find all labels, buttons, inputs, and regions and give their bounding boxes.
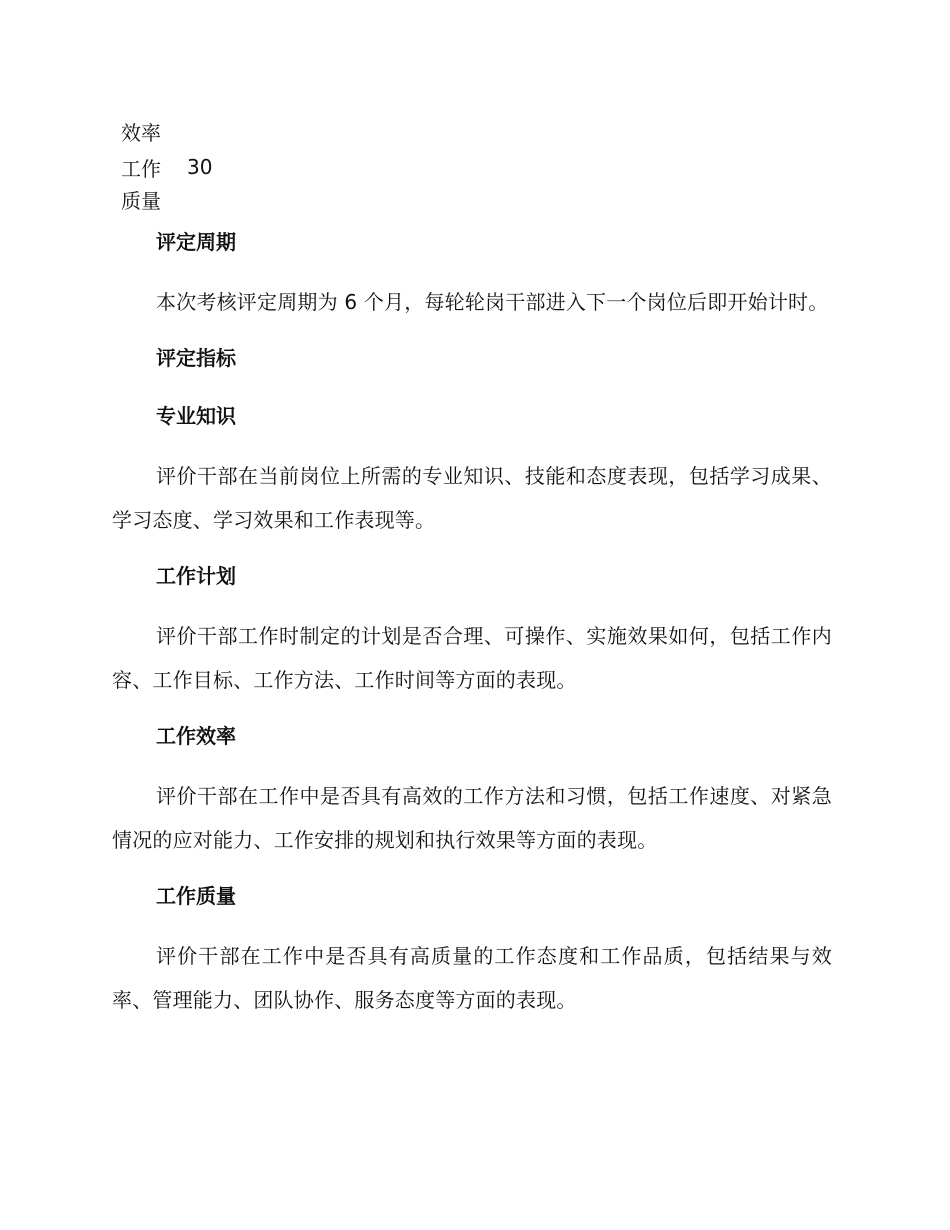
- heading-professional-knowledge: 专业知识: [156, 404, 236, 428]
- table-cell-quality-label-line1: 工作: [121, 157, 161, 181]
- table-cell-quality-label: [121, 153, 171, 217]
- heading-work-quality: 工作质量: [156, 884, 236, 908]
- paragraph-evaluation-period: 本次考核评定周期为 6 个月，每轮轮岗干部进入下一个岗位后即开始计时。: [156, 290, 829, 314]
- heading-evaluation-period: 评定周期: [156, 230, 236, 254]
- paragraph-work-efficiency: 评价干部在工作中是否具有高效的工作方法和习惯，包括工作速度、对紧急情况的应对能力、工作安排的规划和执行效果等方面的表现。: [112, 784, 832, 852]
- document-body: [112, 222, 832, 1036]
- heading-work-plan: 工作计划: [156, 564, 236, 588]
- table-cell-quality-score: 30: [187, 155, 213, 179]
- paragraph-work-plan: 评价干部工作时制定的计划是否合理、可操作、实施效果如何，包括工作内容、工作目标、工作方法、工作时间等方面的表现。: [112, 624, 832, 692]
- table-cell-efficiency: 效率: [121, 121, 161, 145]
- table-cell-quality-label-line2: 质量: [121, 189, 161, 213]
- paragraph-professional-knowledge: 评价干部在当前岗位上所需的专业知识、技能和态度表现，包括学习成果、学习态度、学习效果和工作表现等。: [112, 464, 832, 532]
- heading-evaluation-indicators: 评定指标: [156, 346, 236, 370]
- heading-work-efficiency: 工作效率: [156, 724, 236, 748]
- paragraph-work-quality: 评价干部在工作中是否具有高质量的工作态度和工作品质，包括结果与效率、管理能力、团队协作、服务态度等方面的表现。: [112, 944, 832, 1012]
